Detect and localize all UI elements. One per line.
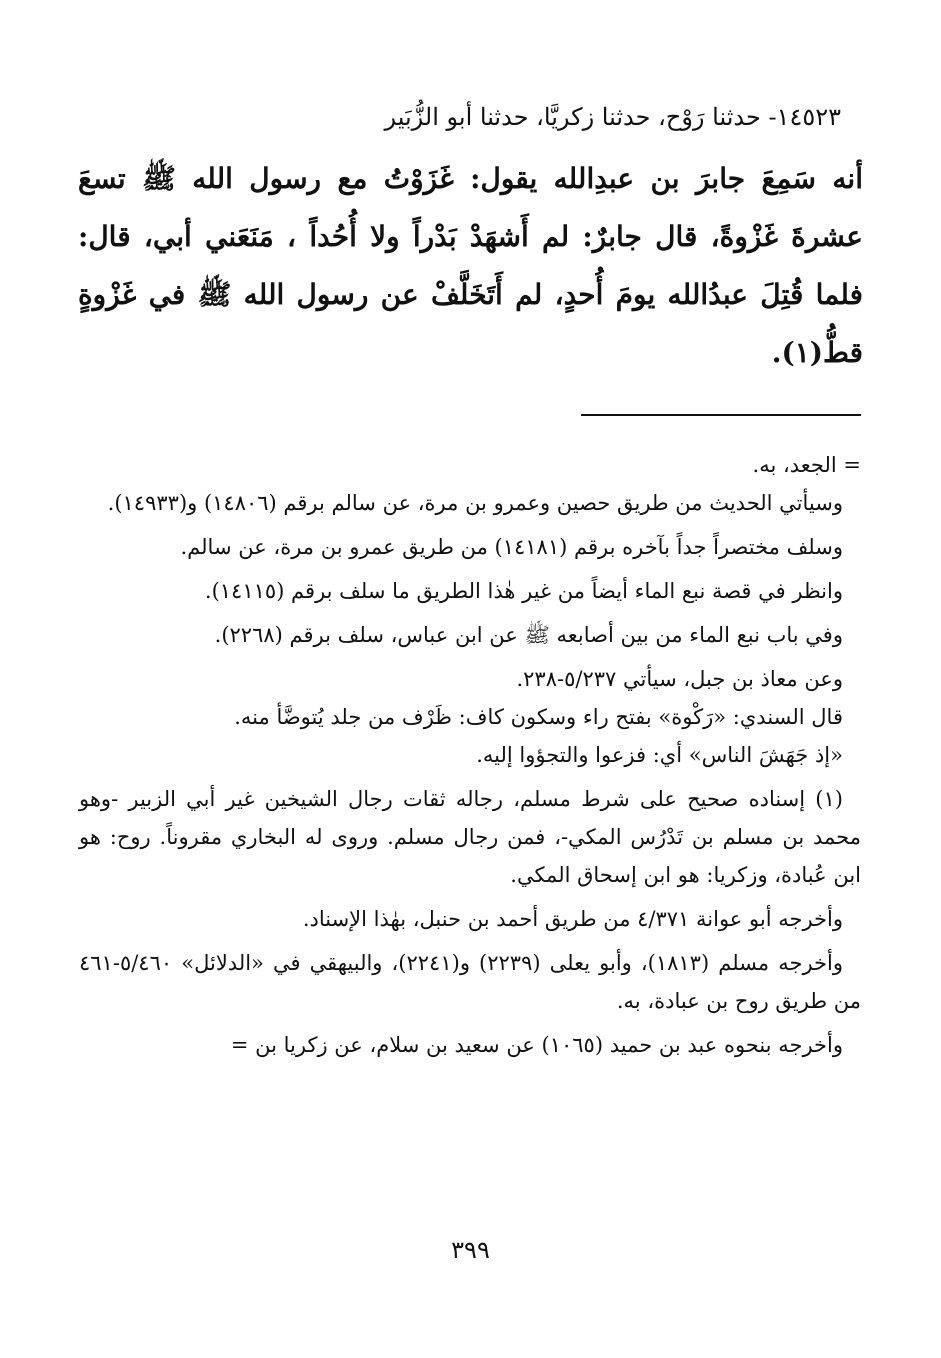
footnote-line: وانظر في قصة نبع الماء أيضاً من غير هٰذا الطريق ما سلف برقم (١٤١١٥). xyxy=(204,579,843,603)
footnote-line: وأخرجه بنحوه عبد بن حميد (١٠٦٥) عن سعيد بن سلام، عن زكريا بن = xyxy=(230,1033,843,1057)
hadith-body: أنه سَمِعَ جابرَ بن عبدِالله يقول: غَزَوْتُ مع رسول الله ﷺ تسعَ عشرةَ غَزْوةً، قال جابرٌ: لم أَشهَدْ بَدْراً ولا أُحُداً ، مَنَعَني أبي، قال: فلما قُتِلَ عبدُالله يومَ أُحدٍ، لم أَتَخَلَّفْ عن رسول الله ﷺ في غَزْوةٍ قطُّ(١). xyxy=(78,162,863,369)
footnote-line: = الجعد، به. xyxy=(752,453,861,477)
footnotes-section xyxy=(79,446,861,1064)
footnote-line: وأخرجه أبو عوانة ٤/٣٧١ من طريق أحمد بن حنبل، بهٰذا الإسناد. xyxy=(302,907,843,931)
footnote-line: وأخرجه مسلم (١٨١٣)، وأبو يعلى (٢٢٣٩) و(٢٢٤١)، والبيهقي في «الدلائل» ٥/٤٦٠-٤٦١ من طريق روح بن عبادة، به. xyxy=(79,951,861,1013)
footnote-line: وسلف مختصراً جداً بآخره برقم (١٤١٨١) من طريق عمرو بن مرة، عن سالم. xyxy=(180,535,843,559)
footnote-divider xyxy=(581,414,861,416)
footnote-line: وسيأتي الحديث من طريق حصين وعمرو بن مرة، عن سالم برقم (١٤٨٠٦) و(١٤٩٣٣). xyxy=(107,491,843,515)
hadith-text xyxy=(78,150,863,382)
footnote-line: قال السندي: «رَكْوة» بفتح راء وسكون كاف: ظَرْف من جلد يُتوضَّأ منه. xyxy=(234,705,843,729)
footnote-line: وفي باب نبع الماء من بين أصابعه ﷺ عن ابن عباس، سلف برقم (٢٢٦٨). xyxy=(214,623,843,647)
footnote-line: «إذ جَهَشَ الناس» أي: فزعوا والتجؤوا إليه. xyxy=(476,743,843,767)
page-number: ٣٩٩ xyxy=(451,1236,490,1264)
footnote-1: (١) إسناده صحيح على شرط مسلم، رجاله ثقات رجال الشيخين غير أبي الزبير -وهو محمد بن مسلم بن تَدْرُس المكي-، فمن رجال مسلم. وروى له البخاري مقروناً. روح: هو ابن عُبادة، وزكريا: هو ابن إسحاق المكي. xyxy=(79,787,861,887)
footnote-line: وعن معاذ بن جبل، سيأتي ٥/٢٣٧-٢٣٨. xyxy=(516,667,843,691)
hadith-header: ١٤٥٢٣- حدثنا رَوْح، حدثنا زكريَّا، حدثنا أبو الزُّبَير xyxy=(384,103,841,131)
